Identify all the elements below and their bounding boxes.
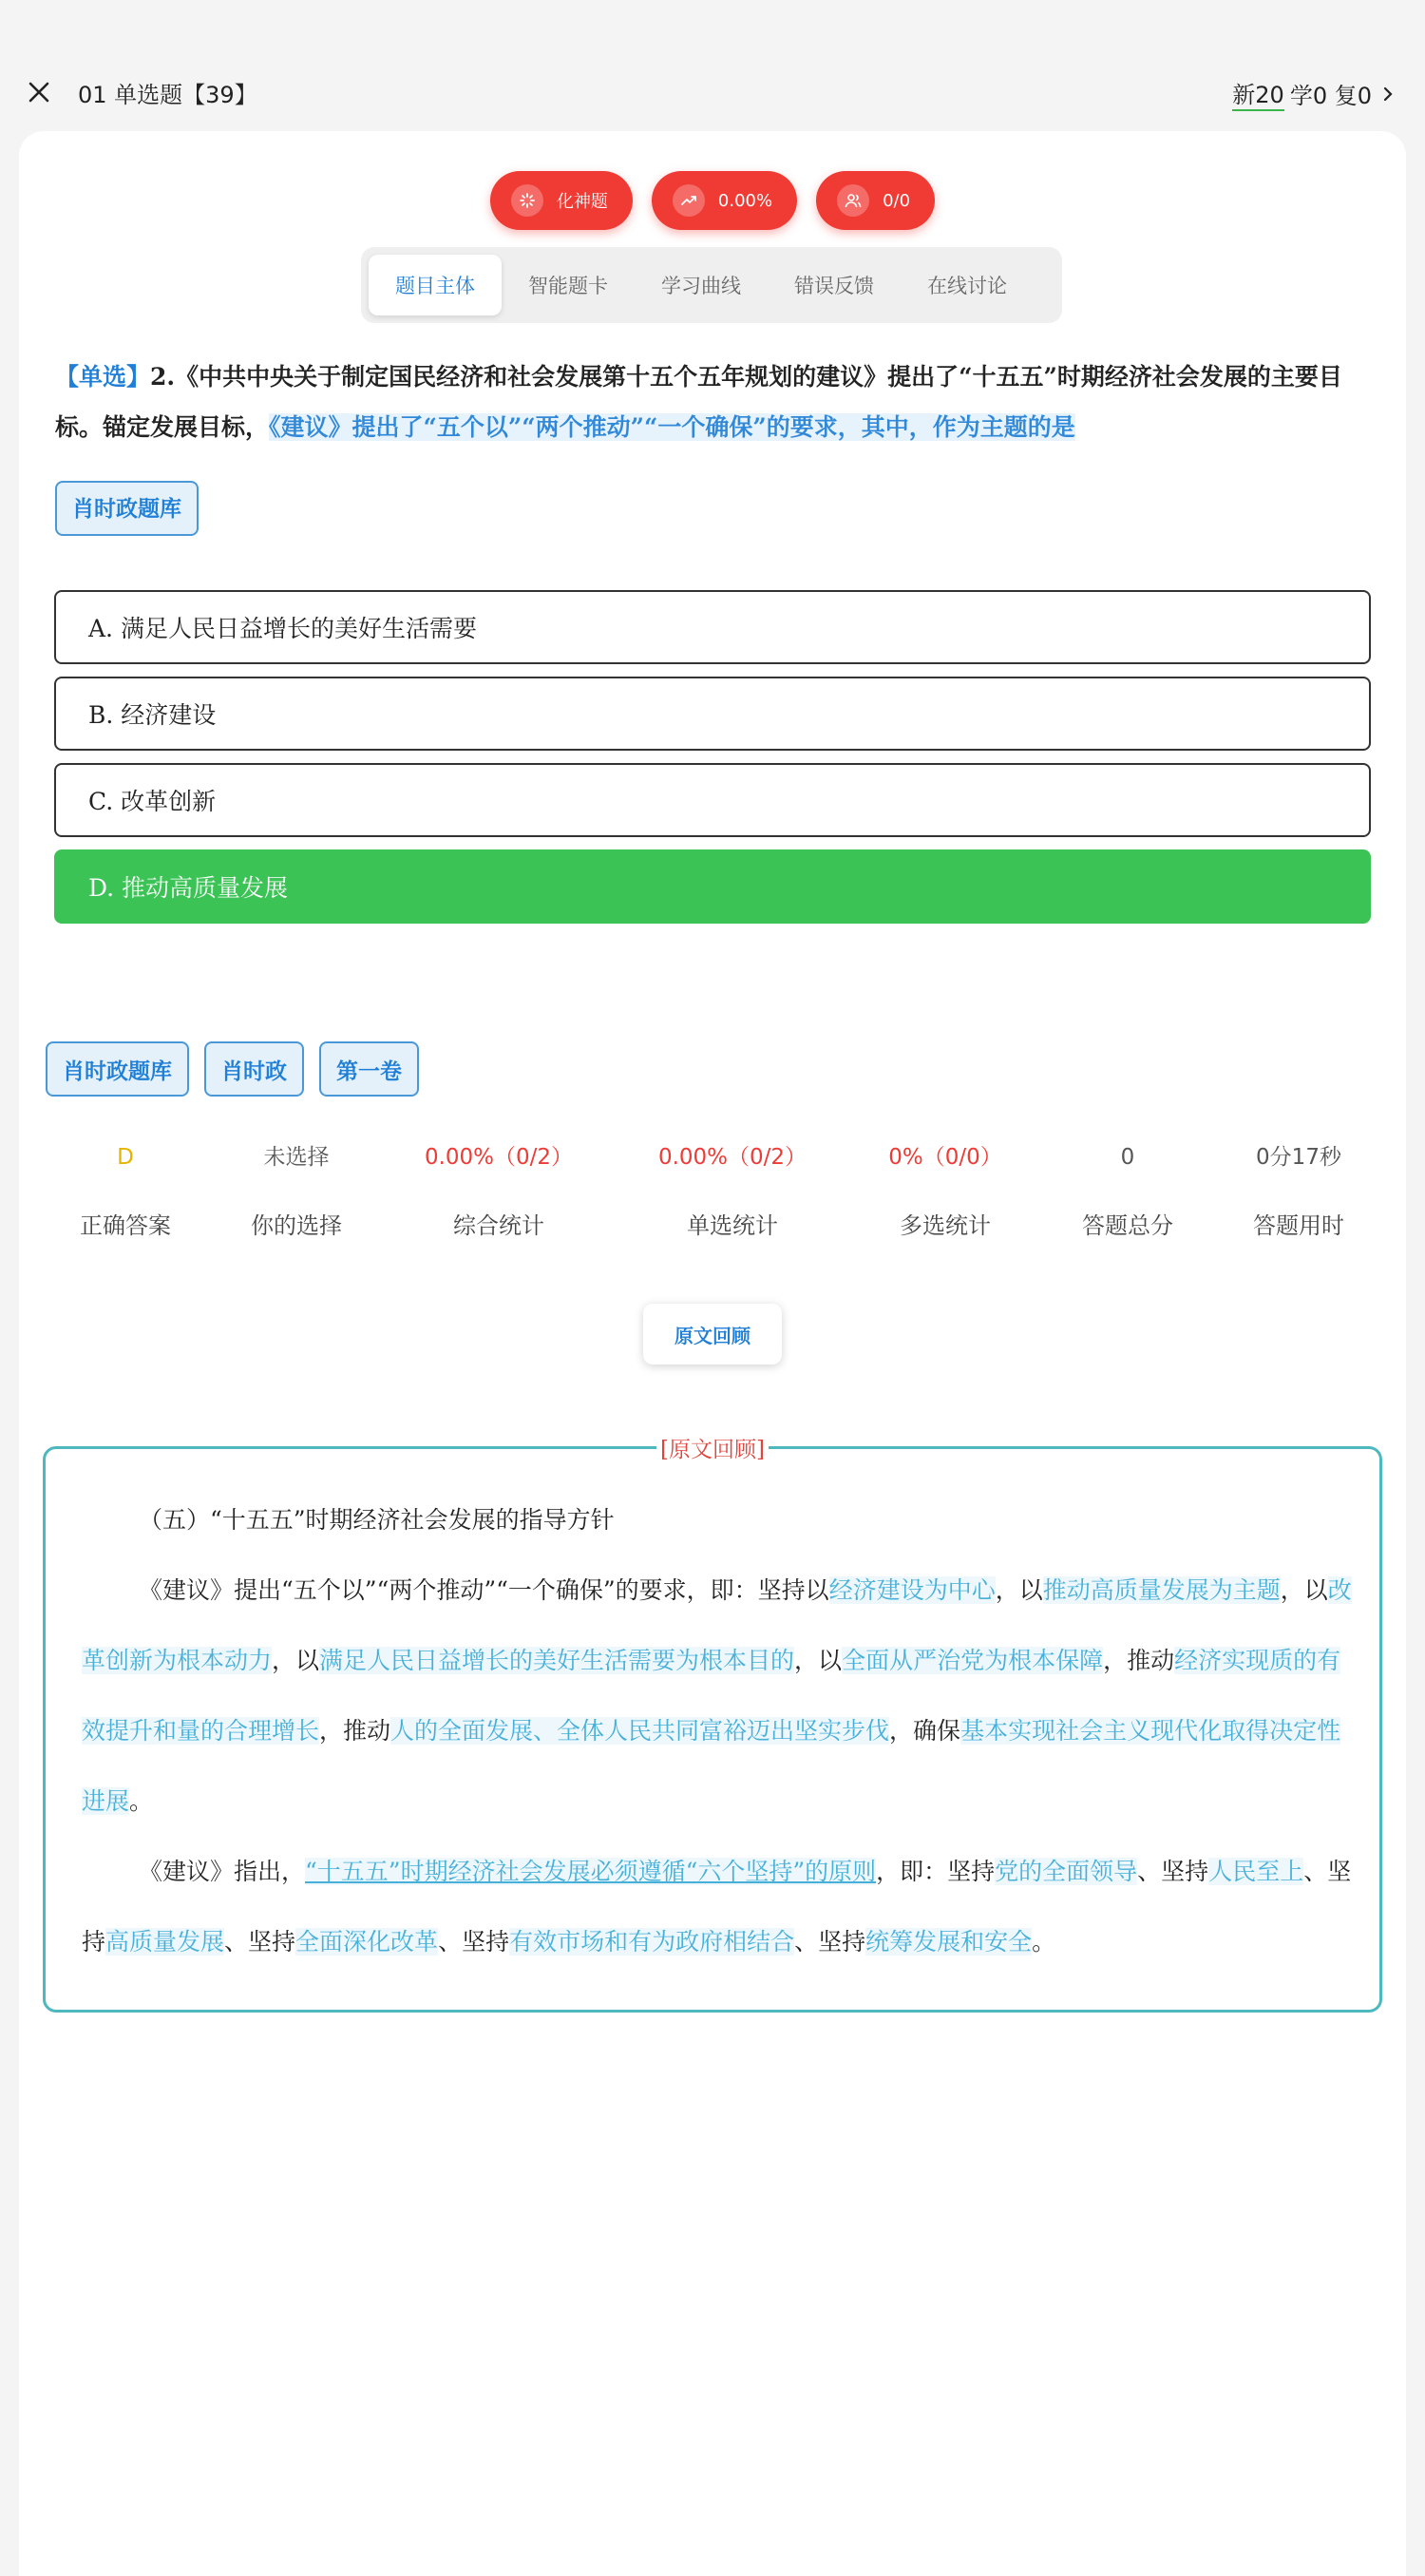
question-type-tag: 【单选】 — [55, 363, 151, 391]
learn-review-count: 学0 复0 — [1289, 83, 1372, 109]
your-choice-label: 你的选择 — [251, 1212, 342, 1239]
users-icon — [837, 184, 869, 217]
time-used-label: 答题用时 — [1253, 1212, 1344, 1239]
your-choice-value: 未选择 — [263, 1145, 330, 1170]
single-stat-label: 单选统计 — [687, 1212, 778, 1239]
option-b[interactable]: B. 经济建设 — [54, 677, 1371, 751]
review-paragraph-2: 《建议》指出，“十五五”时期经济社会发展必须遵循“六个坚持”的原则，即：坚持党的全面领导、坚持人民至上、坚持高质量发展、坚持全面深化改革、坚持有效市场和有为政府相结合、坚持统筹发展和安全。 — [82, 1858, 1352, 1956]
top-bar — [0, 57, 1425, 133]
attempts-pill-label: 0/0 — [883, 190, 911, 211]
source-tag[interactable]: 肖时政题库 — [55, 481, 199, 536]
loading-icon — [511, 184, 543, 217]
status-pills — [0, 171, 1425, 230]
review-heading: （五）“十五五”时期经济社会发展的指导方针 — [139, 1506, 615, 1534]
question-text — [55, 352, 1376, 536]
option-d[interactable]: D. 推动高质量发展 — [54, 849, 1371, 924]
multi-stat-value: 0%（0/0） — [888, 1145, 1002, 1170]
new-count: 新20 — [1232, 76, 1284, 111]
tag-item[interactable]: 肖时政 — [204, 1041, 304, 1097]
overall-stat-label: 综合统计 — [453, 1212, 544, 1239]
tag-list — [46, 1041, 419, 1097]
attempts-pill[interactable] — [816, 171, 935, 230]
tab-discussion[interactable]: 在线讨论 — [927, 275, 1007, 297]
chevron-right-icon — [1379, 86, 1396, 103]
time-used-value: 0分17秒 — [1256, 1145, 1341, 1170]
tag-item[interactable]: 第一卷 — [319, 1041, 419, 1097]
option-c[interactable]: C. 改革创新 — [54, 763, 1371, 837]
option-a[interactable]: A. 满足人民日益增长的美好生活需要 — [54, 590, 1371, 664]
original-review-panel — [43, 1438, 1382, 2013]
tab-learning-curve[interactable]: 学习曲线 — [661, 275, 741, 297]
level-pill[interactable] — [490, 171, 633, 230]
total-score-value: 0 — [1120, 1145, 1135, 1170]
correct-answer-label: 正确答案 — [80, 1212, 171, 1239]
review-paragraph-1: 《建议》提出“五个以”“两个推动”“一个确保”的要求，即：坚持以经济建设为中心，以推动高质量发展为主题，以改革创新为根本动力，以满足人民日益增长的美好生活需要为根本目的，以全面从严治党为根本保障，推动经济实现质的有效提升和量的合理增长，推动人的全面发展、全体人民共同富裕迈出坚实步伐，确保基本实现社会主义现代化取得决定性进展。 — [82, 1576, 1352, 1815]
page-title: 01 单选题【39】 — [78, 82, 257, 108]
tab-bar — [361, 247, 1062, 323]
study-stats[interactable] — [1232, 76, 1396, 111]
overall-stat-value: 0.00%（0/2） — [424, 1145, 574, 1170]
question-highlight: 《建议》提出了“五个以”“两个推动”“一个确保”的要求，其中，作为主题的是 — [269, 413, 1075, 441]
review-legend: [原文回顾] — [656, 1438, 769, 1462]
review-original-button[interactable]: 原文回顾 — [643, 1304, 782, 1364]
total-score-label: 答题总分 — [1082, 1212, 1173, 1239]
tab-error-feedback[interactable]: 错误反馈 — [794, 275, 874, 297]
level-pill-label: 化神题 — [556, 192, 608, 212]
review-text — [82, 1485, 1355, 1977]
tab-smart-card[interactable]: 智能题卡 — [528, 275, 608, 297]
single-stat-value: 0.00%（0/2） — [657, 1145, 808, 1170]
accuracy-pill-label: 0.00% — [717, 190, 773, 211]
trend-up-icon — [673, 184, 705, 217]
correct-answer-value: D — [117, 1145, 134, 1170]
tag-item[interactable]: 肖时政题库 — [46, 1041, 189, 1097]
close-icon[interactable] — [25, 78, 53, 106]
question-stem: 2.《中共中央关于制定国民经济和社会发展第十五个五年规划的建议》提出了“十五五”时期经济社会发展的主要目标。锚定发展目标， — [55, 363, 1342, 441]
multi-stat-label: 多选统计 — [899, 1212, 991, 1239]
accuracy-pill[interactable] — [652, 171, 797, 230]
tab-question-body[interactable]: 题目主体 — [369, 255, 502, 315]
